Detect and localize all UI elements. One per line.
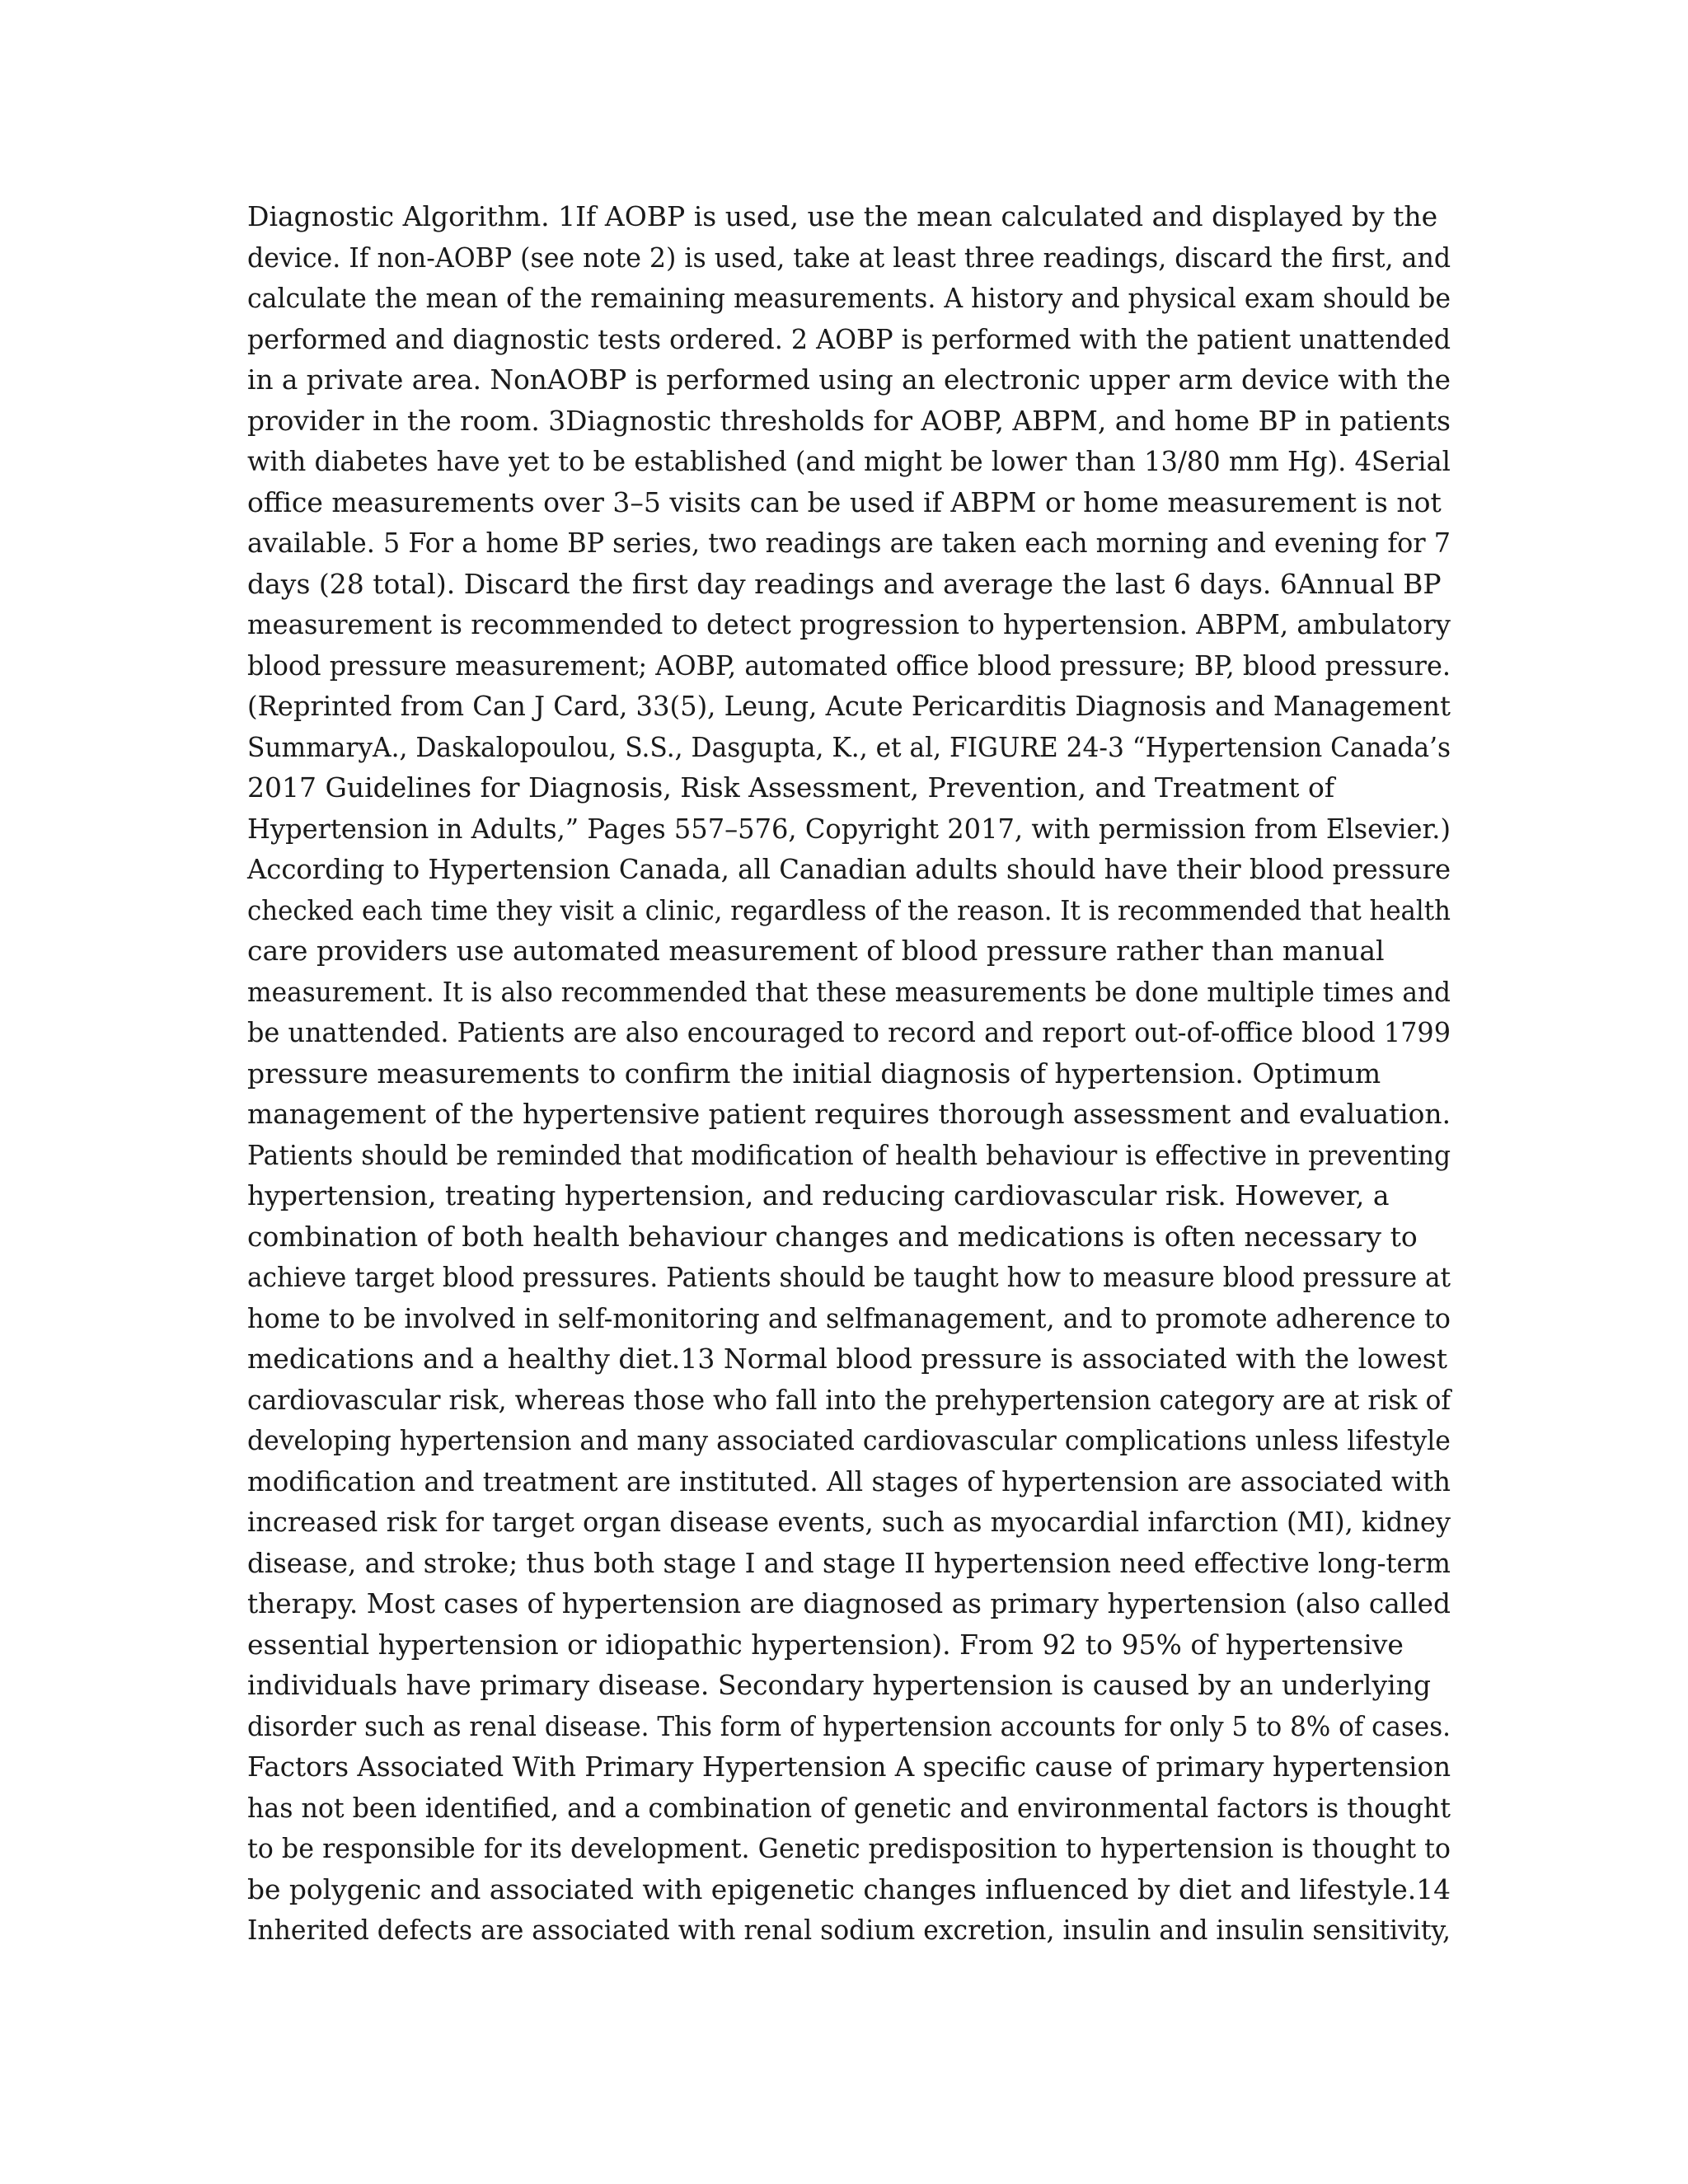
text-line: home to be involved in self-monitoring and selfmanagement, and to promote adherence to (247, 1301, 1451, 1334)
text-line: performed and diagnostic tests ordered. 2 AOBP is performed with the patient unattended (247, 322, 1451, 355)
text-line: individuals have primary disease. Secondary hypertension is caused by an underlying (247, 1669, 1432, 1701)
text-line: Diagnostic Algorithm. 1If AOBP is used, use the mean calculated and displayed by the (247, 200, 1438, 232)
text-line: Patients should be reminded that modification of health behaviour is effective in preventing (247, 1138, 1451, 1171)
text-line: measurement. It is also recommended that these measurements be done multiple times and (247, 975, 1451, 1008)
text-line: developing hypertension and many associated cardiovascular complications unless lifestyle (247, 1424, 1451, 1456)
text-line: blood pressure measurement; AOBP, automated office blood pressure; BP, blood pressure. (247, 649, 1451, 682)
text-line: combination of both health behaviour changes and medications is often necessary to (247, 1220, 1418, 1253)
text-line: Hypertension in Adults,” Pages 557–576, Copyright 2017, with permission from Elsevier.) (247, 812, 1451, 845)
text-line: disease, and stroke; thus both stage I and stage II hypertension need effective long-term (247, 1546, 1451, 1579)
text-line: care providers use automated measurement of blood pressure rather than manual (247, 935, 1385, 967)
text-line: Inherited defects are associated with renal sodium excretion, insulin and insulin sensitivity, (247, 1914, 1451, 1946)
text-line: cardiovascular risk, whereas those who fall into the prehypertension category are at risk of (247, 1383, 1451, 1416)
text-line: pressure measurements to confirm the initial diagnosis of hypertension. Optimum (247, 1057, 1381, 1090)
text-line: management of the hypertensive patient requires thorough assessment and evaluation. (247, 1098, 1451, 1130)
text-line: measurement is recommended to detect progression to hypertension. ABPM, ambulatory (247, 608, 1451, 640)
text-line: medications and a healthy diet.13 Normal blood pressure is associated with the lowest (247, 1343, 1447, 1375)
text-line: office measurements over 3–5 visits can be used if ABPM or home measurement is not (247, 485, 1442, 518)
text-line: 2017 Guidelines for Diagnosis, Risk Assessment, Prevention, and Treatment of (247, 771, 1335, 804)
text-line: hypertension, treating hypertension, and reducing cardiovascular risk. However, a (247, 1179, 1390, 1212)
text-line: days (28 total). Discard the first day readings and average the last 6 days. 6Annual BP (247, 567, 1442, 600)
body-text (247, 196, 1451, 1951)
text-line: checked each time they visit a clinic, regardless of the reason. It is recommended that health (247, 893, 1451, 926)
text-line: modification and treatment are instituted. All stages of hypertension are associated with (247, 1465, 1451, 1497)
text-line: therapy. Most cases of hypertension are diagnosed as primary hypertension (also called (247, 1587, 1451, 1619)
text-line: calculate the mean of the remaining measurements. A history and physical exam should be (247, 282, 1451, 314)
text-line: device. If non-AOBP (see note 2) is used, take at least three readings, discard the first, and (247, 241, 1451, 274)
text-line: Factors Associated With Primary Hypertension A specific cause of primary hypertension (247, 1750, 1451, 1783)
text-line: available. 5 For a home BP series, two readings are taken each morning and evening for 7 (247, 527, 1451, 559)
text-line: increased risk for target organ disease events, such as myocardial infarction (MI), kidney (247, 1506, 1451, 1538)
text-line: achieve target blood pressures. Patients should be taught how to measure blood pressure at (247, 1261, 1451, 1293)
text-line: has not been identified, and a combination of genetic and environmental factors is thought (247, 1791, 1451, 1824)
text-line: in a private area. NonAOBP is performed using an electronic upper arm device with the (247, 363, 1451, 396)
text-line: to be responsible for its development. Genetic predisposition to hypertension is thought to (247, 1832, 1451, 1864)
text-line: (Reprinted from Can J Card, 33(5), Leung, Acute Pericarditis Diagnosis and Management (247, 690, 1451, 722)
text-line: SummaryA., Daskalopoulou, S.S., Dasgupta, K., et al, FIGURE 24-3 “Hypertension Canada’s (247, 730, 1451, 763)
text-line: be polygenic and associated with epigenetic changes influenced by diet and lifestyle.14 (247, 1872, 1451, 1905)
text-line: with diabetes have yet to be established (and might be lower than 13/80 mm Hg). 4Serial (247, 445, 1451, 477)
text-line: be unattended. Patients are also encouraged to record and report out-of-office blood 1799 (247, 1016, 1451, 1048)
text-line: essential hypertension or idiopathic hypertension). From 92 to 95% of hypertensive (247, 1628, 1404, 1661)
text-line: provider in the room. 3Diagnostic thresholds for AOBP, ABPM, and home BP in patients (247, 404, 1451, 437)
text-line: According to Hypertension Canada, all Canadian adults should have their blood pressure (247, 853, 1451, 885)
text-line: disorder such as renal disease. This form of hypertension accounts for only 5 to 8% of cases. (247, 1709, 1451, 1742)
